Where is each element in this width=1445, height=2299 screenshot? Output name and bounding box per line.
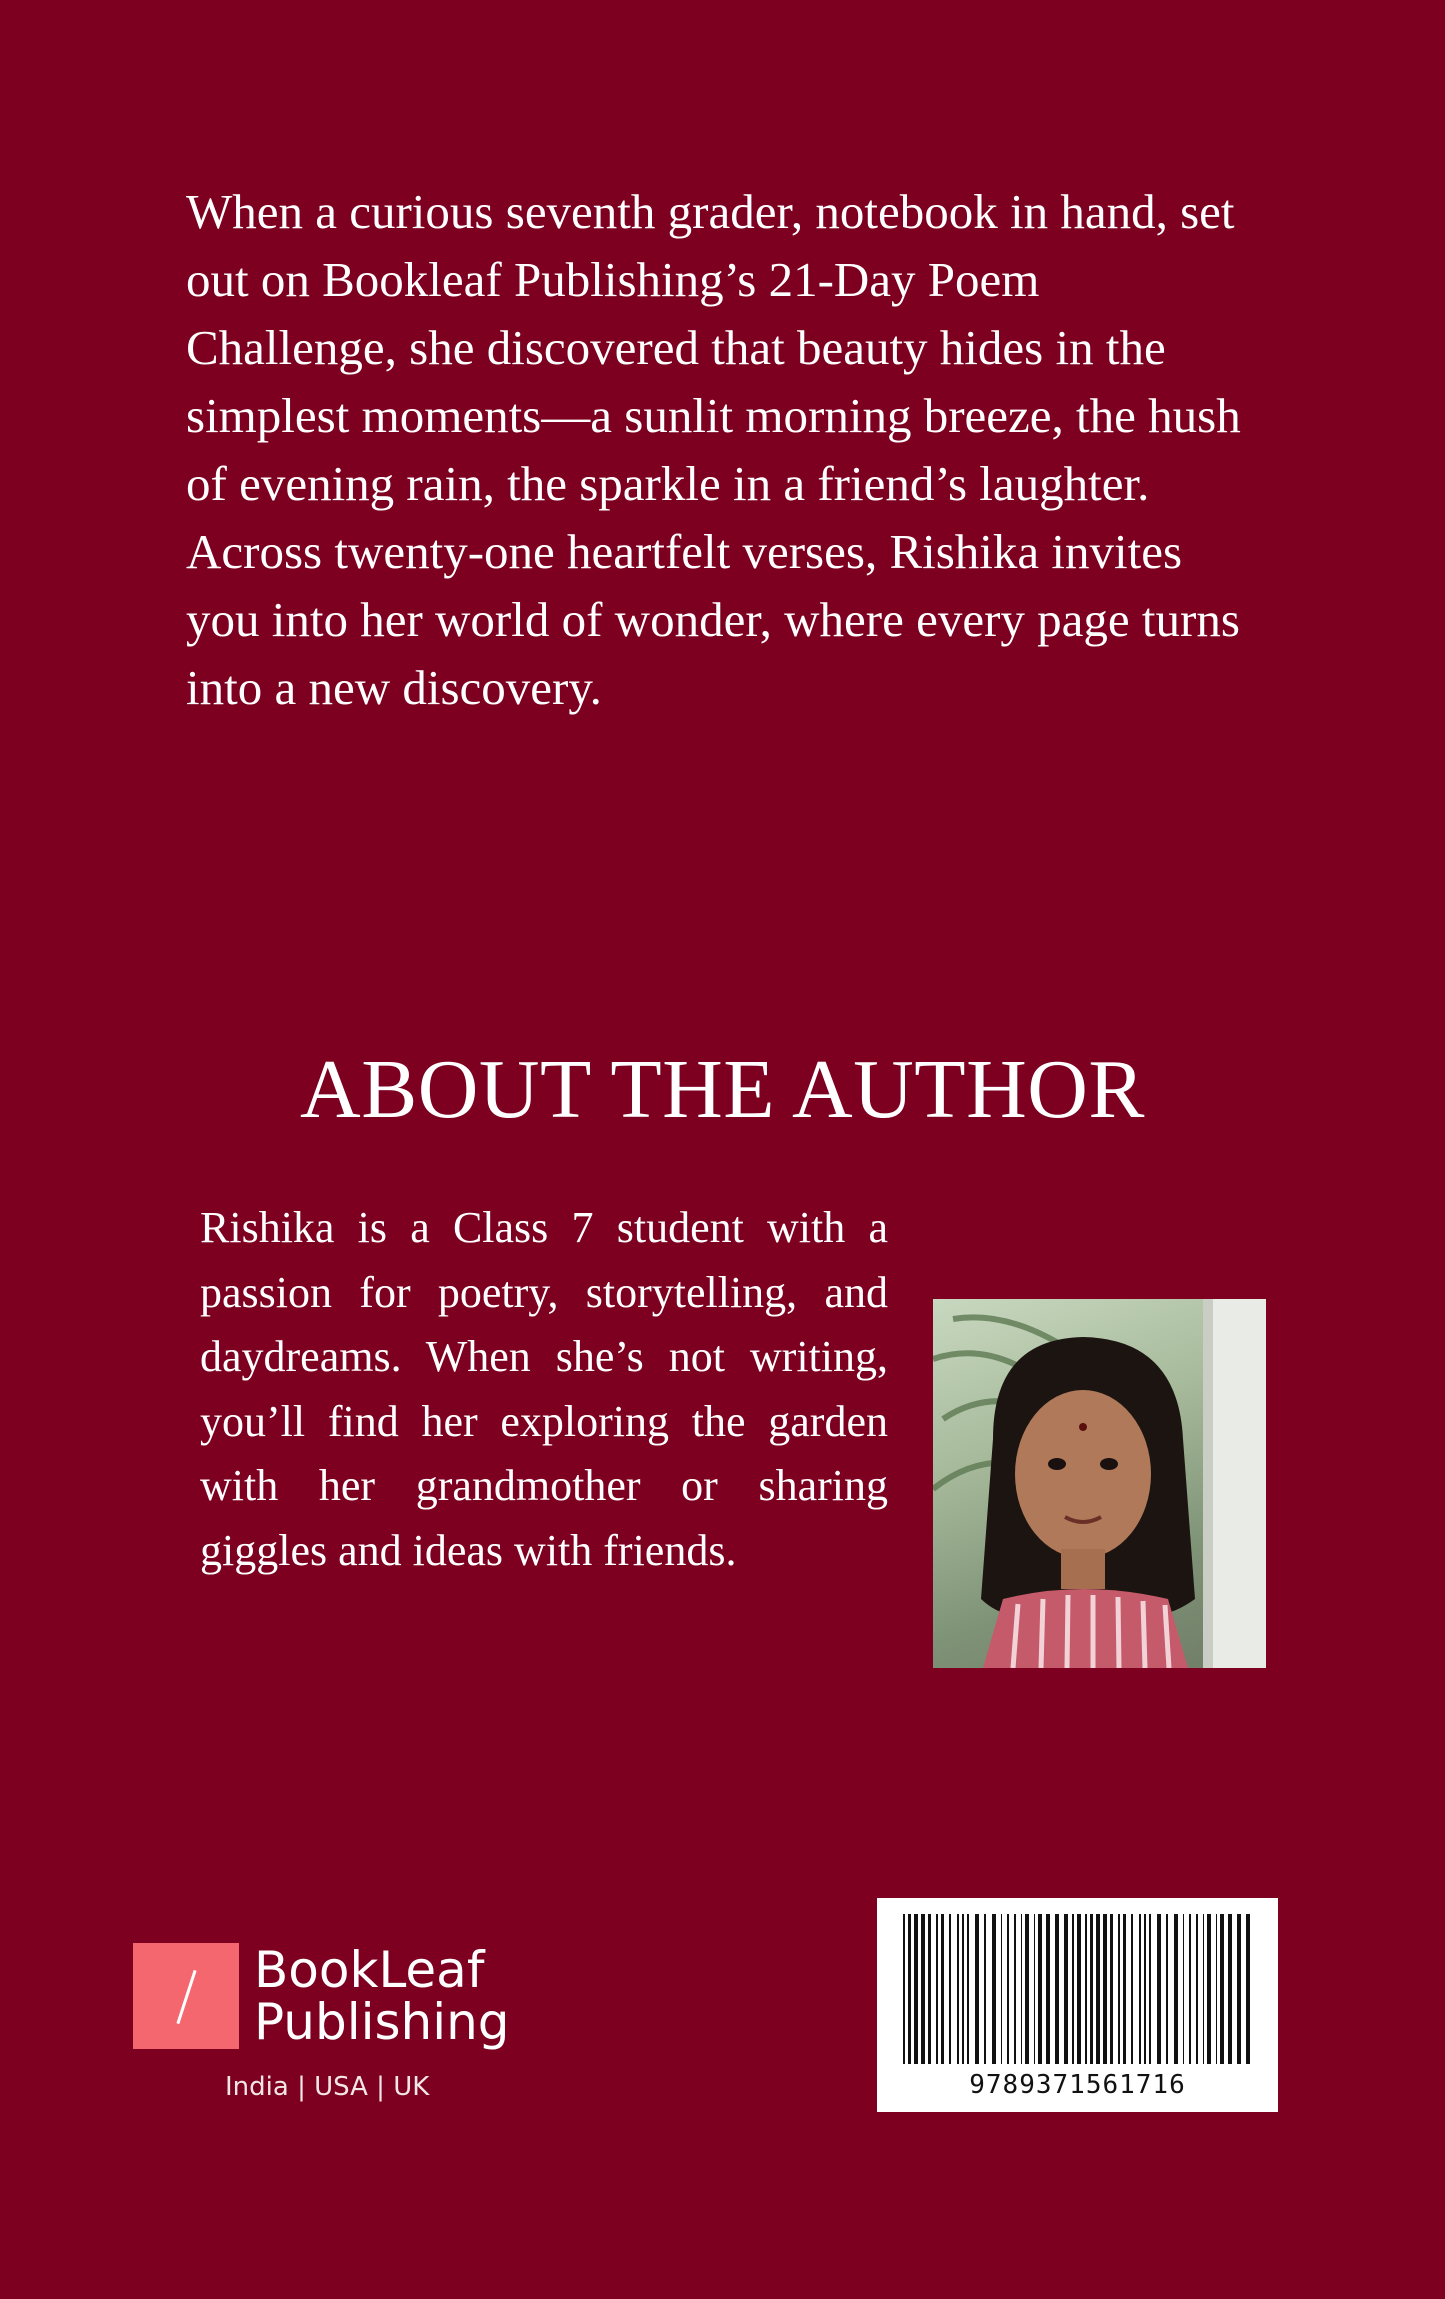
author-bio: Rishika is a Class 7 student with a passion for poetry, storytelling, and daydreams. When she’s not writing, you’ll find her exploring the garden with her grandmother or sharing giggles and ideas with friends. <box>200 1203 888 1575</box>
about-author-heading: ABOUT THE AUTHOR <box>300 1043 1145 1136</box>
barcode-bars <box>901 1914 1254 2064</box>
author-photo <box>933 1299 1266 1668</box>
publisher-locations: India | USA | UK <box>225 2072 430 2102</box>
slash-logo-icon <box>133 1943 239 2049</box>
publisher-name-line2: Publishing <box>254 1993 510 2051</box>
isbn-number: 9789371561716 <box>969 2070 1186 2100</box>
back-cover-blurb: When a curious seventh grader, notebook in hand, set out on Bookleaf Publishing’s 21-Day Poem Challenge, she discovered that beauty hides in the simplest moments—a sunlit morning breeze, the hush of evening rain, the sparkle in a friend’s laughter. Across twenty-one heartfelt verses, Rishika invites you into her world of wonder, where every page turns into a new discovery. <box>186 184 1241 715</box>
isbn-barcode <box>877 1898 1278 2112</box>
publisher-logo <box>133 1943 533 2123</box>
publisher-name-line1: BookLeaf <box>254 1941 485 1999</box>
